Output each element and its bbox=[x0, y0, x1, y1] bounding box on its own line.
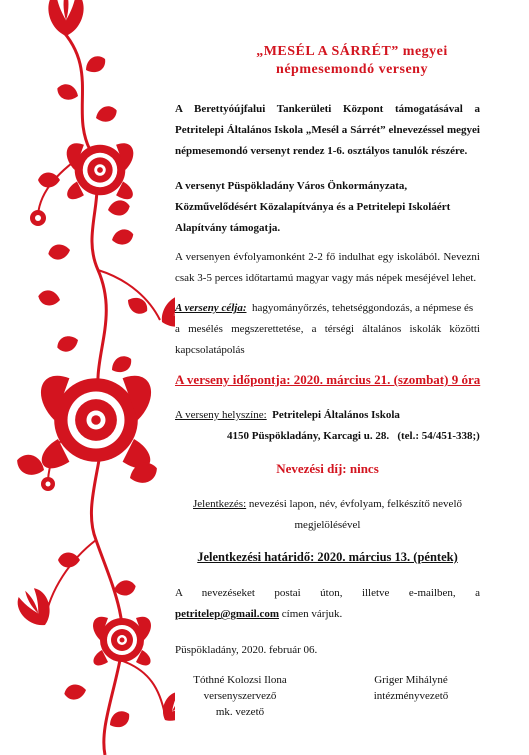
venue-line-1 bbox=[175, 405, 400, 426]
page-title: „MESÉL A SÁRRÉT” megyei bbox=[256, 44, 448, 59]
goal-label: A verseny célja: bbox=[175, 302, 247, 314]
apply-label: Jelentkezés: bbox=[193, 498, 247, 510]
signature-right bbox=[356, 672, 466, 704]
apply-line-1 bbox=[175, 494, 480, 515]
intro-line-1: A Berettyóújfalui Tankerületi Központ támogatásával a bbox=[175, 103, 480, 115]
place-date: Püspökladány, 2020. február 06. bbox=[175, 644, 318, 656]
submit-line-2 bbox=[175, 604, 342, 625]
application-deadline: Jelentkezési határidő: 2020. március 13. (péntek) bbox=[197, 550, 458, 564]
goal-line-3: kapcsolatápolás bbox=[175, 344, 245, 356]
apply-line-2: megjelölésével bbox=[294, 519, 361, 531]
intro-line-3: népmesemondó versenyt rendez 1-6. osztályos tanulók részére. bbox=[175, 145, 468, 157]
signature-left-role: versenyszervező bbox=[203, 690, 277, 702]
support-line-3: Alapítvány támogatja. bbox=[175, 222, 281, 234]
signature-right-name: Griger Mihályné bbox=[374, 674, 448, 686]
signature-right-role: intézményvezető bbox=[373, 690, 449, 702]
rules-line-2: csak 3-5 perces időtartamú magyar vagy más népek meséjével lehet. bbox=[175, 272, 477, 284]
signature-left bbox=[185, 672, 295, 720]
venue-line-2 bbox=[227, 426, 480, 447]
page-subtitle: népmesemondó verseny bbox=[276, 62, 428, 77]
rules-line-1: A versenyen évfolyamonként 2-2 fő indulhat egy iskolából. Nevezni bbox=[175, 251, 480, 263]
support-line-2: Közművelődésért Közalapítványa és a Petritelepi Iskoláért bbox=[175, 201, 451, 213]
entry-fee: Nevezési díj: nincs bbox=[276, 461, 379, 476]
goal-text: hagyományőrzés, tehetséggondozás, a népmese és bbox=[251, 302, 474, 314]
submit-line-1: A nevezéseket postai úton, illetve e-mailben, a bbox=[175, 587, 480, 599]
signature-left-name: Tóthné Kolozsi Ilona bbox=[193, 674, 287, 686]
support-line-1: A versenyt Püspökladány Város Önkormányzata, bbox=[175, 180, 408, 192]
venue-name: Petritelepi Általános Iskola bbox=[272, 409, 400, 421]
event-date: A verseny időpontja: 2020. március 21. (szombat) 9 óra bbox=[175, 372, 481, 387]
intro-line-2: Petritelepi Általános Iskola „Mesél a Sárrét” elnevezéssel megyei bbox=[175, 124, 480, 136]
goal-line-2: a mesélés megszerettetése, a térségi általános iskolák közötti bbox=[175, 323, 480, 335]
venue-label: A verseny helyszíne: bbox=[175, 409, 267, 421]
hungarian-folk-floral-ornament-icon bbox=[0, 0, 175, 755]
submit-rest: címen várjuk. bbox=[281, 608, 343, 620]
apply-text: nevezési lapon, név, évfolyam, felkészítő nevelő bbox=[248, 498, 462, 510]
signature-left-title: mk. vezető bbox=[215, 706, 265, 718]
contact-email-link[interactable]: petritelep@gmail.com bbox=[175, 608, 280, 620]
venue-phone: (tel.: 54/451-338;) bbox=[397, 430, 480, 442]
goal-line-1 bbox=[175, 298, 480, 319]
venue-address: 4150 Püspökladány, Karcagi u. 28. bbox=[227, 430, 390, 442]
